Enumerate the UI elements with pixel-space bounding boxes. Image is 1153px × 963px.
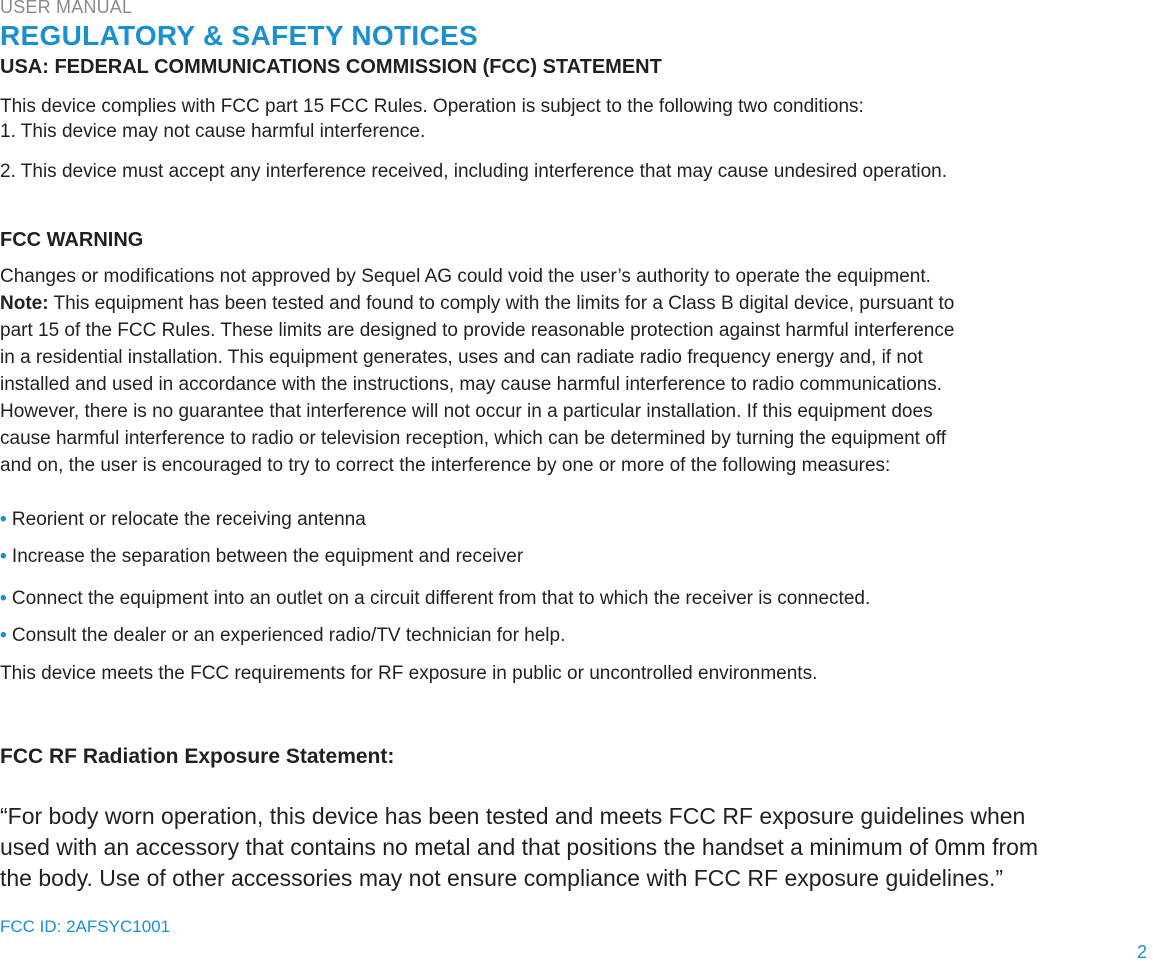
fcc-note-line-1 — [0, 290, 954, 318]
bullet-icon: • — [0, 625, 7, 646]
fcc-warning-heading: FCC WARNING — [0, 229, 144, 251]
fcc-condition-2: 2. This device must accept any interference received, including interference that may cause undesired operation. — [0, 161, 948, 182]
fcc-statement-heading: USA: FEDERAL COMMUNICATIONS COMMISSION (FCC) STATEMENT — [0, 56, 662, 78]
rf-statement-heading: FCC RF Radiation Exposure Statement: — [0, 745, 395, 768]
fcc-note-line-5: However, there is no guarantee that interference will not occur in a particular installation. If this equipment does — [0, 401, 933, 422]
fcc-note-line-4: installed and used in accordance with the instructions, may cause harmful interference to radio communications. — [0, 374, 943, 395]
list-item — [0, 622, 565, 650]
fcc-note-line-2: part 15 of the FCC Rules. These limits are designed to provide reasonable protection against harmful interference — [0, 320, 955, 341]
measure-text: Reorient or relocate the receiving antenna — [6, 509, 366, 530]
running-header: USER MANUAL — [0, 0, 133, 17]
fcc-warning-changes: Changes or modifications not approved by Sequel AG could void the user’s authority to operate the equipment. — [0, 266, 931, 287]
measure-text: Connect the equipment into an outlet on a circuit different from that to which the receiver is connected. — [6, 588, 871, 609]
bullet-icon: • — [0, 588, 7, 609]
rf-exposure-note: This device meets the FCC requirements for RF exposure in public or uncontrolled environments. — [0, 663, 818, 684]
fcc-condition-1: 1. This device may not cause harmful interference. — [0, 121, 426, 142]
fcc-id: FCC ID: 2AFSYC1001 — [0, 917, 171, 936]
rf-statement-line-2: used with an accessory that contains no metal and that positions the handset a minimum of 0mm from — [0, 834, 1039, 860]
list-item — [0, 543, 523, 571]
page-title: REGULATORY & SAFETY NOTICES — [0, 20, 478, 51]
note-text: This equipment has been tested and found to comply with the limits for a Class B digital device, pursuant to — [48, 293, 955, 314]
rf-statement-line-1: “For body worn operation, this device has been tested and meets FCC RF exposure guidelines when — [0, 803, 1026, 829]
fcc-note-line-3: in a residential installation. This equipment generates, uses and can radiate radio frequency energy and, if not — [0, 347, 923, 368]
bullet-icon: • — [0, 509, 7, 530]
rf-statement-line-3: the body. Use of other accessories may not ensure compliance with FCC RF exposure guidelines.” — [0, 865, 1004, 891]
fcc-note-line-6: cause harmful interference to radio or television reception, which can be determined by turning the equipment off — [0, 428, 946, 449]
fcc-statement-intro: This device complies with FCC part 15 FCC Rules. Operation is subject to the following two conditions: — [0, 96, 864, 117]
note-label: Note: — [0, 293, 49, 314]
bullet-icon: • — [0, 546, 7, 567]
measure-text: Increase the separation between the equipment and receiver — [6, 546, 524, 567]
list-item — [0, 585, 870, 613]
page-number: 2 — [1136, 942, 1147, 962]
fcc-note-line-7: and on, the user is encouraged to try to correct the interference by one or more of the following measures: — [0, 455, 891, 476]
measure-text: Consult the dealer or an experienced radio/TV technician for help. — [6, 625, 566, 646]
list-item — [0, 506, 366, 534]
